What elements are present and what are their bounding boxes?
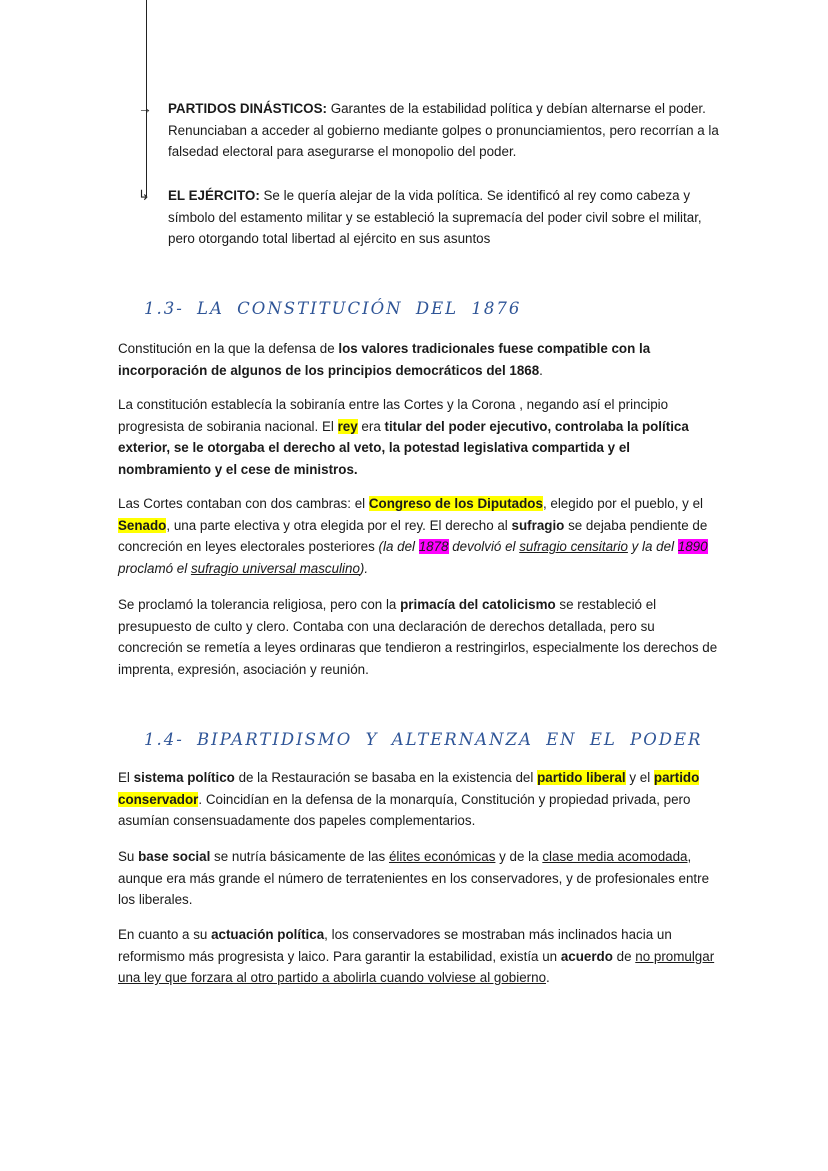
- bold-text: titular del poder ejecutivo, controlaba la política exterior, se le otorgaba el derecho al veto, la potestad legislativa compartida y el nombramiento y el cese de ministros.: [118, 418, 689, 477]
- text-run: , elegido por el pueblo, y el: [542, 496, 703, 511]
- text-run: .: [546, 970, 550, 985]
- highlight-senado: Senado: [118, 517, 167, 533]
- highlight-partido-liberal: partido liberal: [537, 770, 626, 785]
- paragraph: [118, 338, 718, 381]
- section-heading-bipartidismo: 1.4- BIPARTIDISMO Y ALTERNANZA EN EL PODER: [144, 730, 703, 749]
- bullet-ejercito: [168, 185, 728, 250]
- text-run: Se proclamó la tolerancia religiosa, pero con la: [118, 597, 401, 612]
- arrow-right-icon: →: [138, 100, 152, 116]
- italic-text: (la del: [378, 539, 419, 554]
- text-run: La constitución establecía la sobiranía entre las Cortes y la Corona , negando así el principio progresista de sobirania nacional. El: [118, 397, 669, 434]
- paragraph: [118, 394, 718, 480]
- text-run: de: [612, 948, 636, 964]
- text-run: se nutría básicamente de las: [210, 849, 389, 864]
- text-run: Constitución en la que la defensa de: [118, 341, 339, 356]
- underlined-text: sufragio universal masculino: [190, 560, 360, 576]
- underlined-text: sufragio censitario: [519, 539, 628, 554]
- text-run: , los conservadores se mostraban más inclinados hacia un reformismo más progresista y laico. Para garantir la estabilidad, existía un: [118, 927, 672, 964]
- highlight-partido-conservador: partido conservador: [118, 770, 700, 807]
- italic-text: y la del: [627, 539, 678, 554]
- highlight-year-1878: 1878: [418, 539, 449, 554]
- text-run: Su: [118, 849, 139, 864]
- text-run: El: [118, 770, 134, 785]
- italic-text: ).: [359, 560, 369, 576]
- paragraph: [118, 767, 718, 832]
- text-run: se dejaba pendiente de concreción en leyes electorales posteriores: [118, 517, 708, 554]
- underlined-text: élites económicas: [388, 849, 496, 864]
- italic-text: proclamó el: [118, 560, 191, 576]
- paragraph: [118, 594, 718, 680]
- section-heading-constitucion: 1.3- LA CONSTITUCIÓN DEL 1876: [144, 299, 522, 318]
- text-run: de la Restauración se basaba en la existencia del: [234, 770, 538, 785]
- bold-text: acuerdo: [560, 948, 613, 964]
- bold-text: actuación política: [211, 927, 325, 942]
- text-run: y el: [625, 770, 654, 785]
- text-run: y de la: [495, 849, 543, 864]
- arrow-turn-right-icon: ↳: [138, 187, 150, 203]
- text-run: era: [357, 418, 385, 434]
- text-run: se restableció el presupuesto de culto y clero. Contaba con una declaración de derechos detallada, pero su concreción se remetía a leyes ordinaras que tendieron a restringirlos, especialmente los derechos de imprenta, expresión, asociación y reunión.: [118, 597, 718, 677]
- text-run: , una parte electiva y otra elegida por el rey. El derecho al: [166, 517, 512, 533]
- bold-text: base social: [138, 849, 211, 864]
- paragraph: [118, 924, 718, 989]
- bold-text: primacía del catolicismo: [400, 597, 556, 612]
- bold-text: sistema político: [133, 770, 235, 785]
- bullet-partidos-dinasticos: [168, 98, 728, 163]
- italic-text: devolvió el: [448, 539, 520, 554]
- text-run: .: [539, 362, 543, 378]
- bullet-lead: PARTIDOS DINÁSTICOS:: [168, 101, 327, 116]
- paragraph: [118, 846, 718, 911]
- bullet-text: Se le quería alejar de la vida política. Se identificó al rey como cabeza y símbolo del estamento militar y se estableció la supremacía del poder civil sobre el militar, pero otorgando total libertad al ejército en sus asuntos: [168, 188, 702, 246]
- bold-text: los valores tradicionales fuese compatible con la incorporación de algunos de los principios democráticos del 1868: [118, 341, 651, 378]
- underlined-text: clase media acomodada: [542, 849, 688, 864]
- text-run: . Coincidían en la defensa de la monarquía, Constitución y propiedad privada, pero asumían consensuadamente dos papeles complementarios.: [118, 791, 691, 828]
- highlight-year-1890: 1890: [677, 539, 708, 554]
- highlight-rey: rey: [337, 418, 358, 434]
- bullet-lead: EL EJÉRCITO:: [168, 188, 260, 203]
- text-run: , aunque era más grande el número de terratenientes en los conservadores, y de profesionales entre los liberales.: [118, 849, 710, 907]
- text-run: Las Cortes contaban con dos cambras: el: [118, 496, 369, 511]
- highlight-congreso: Congreso de los Diputados: [368, 496, 543, 511]
- text-run: En cuanto a su: [118, 927, 212, 942]
- bold-text: sufragio: [511, 517, 565, 533]
- bullet-text: Garantes de la estabilidad política y debían alternarse el poder. Renunciaban a acceder al gobierno mediante golpes o pronunciamientos, pero recorrían a la falsedad electoral para asegurarse el monopolio del poder.: [168, 101, 719, 159]
- underlined-text: no promulgar una ley que forzara al otro partido a abolirla cuando volviese al gobierno: [118, 948, 715, 985]
- paragraph: [118, 493, 718, 579]
